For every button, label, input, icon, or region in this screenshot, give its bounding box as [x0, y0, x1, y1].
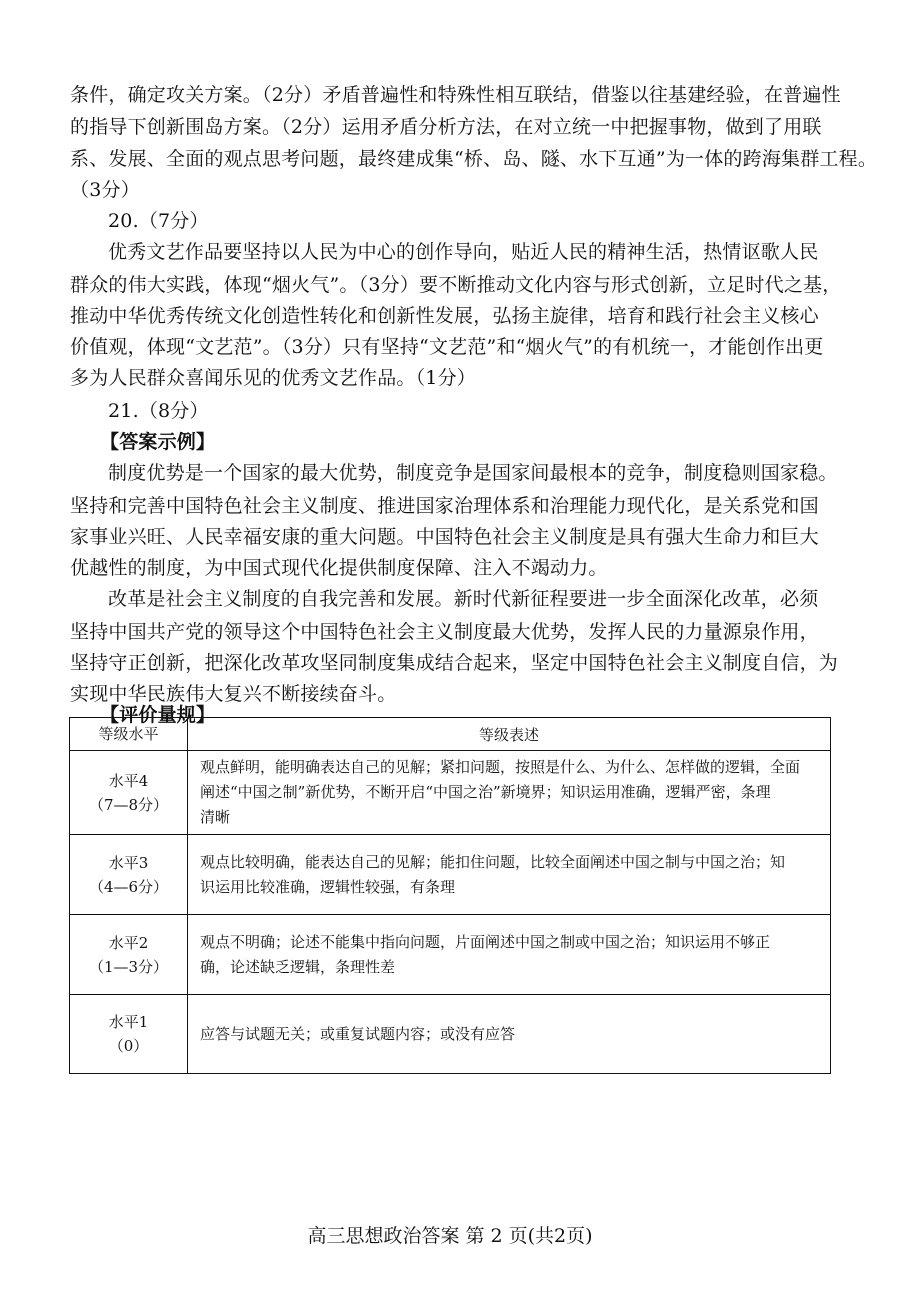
text-line: 坚持和完善中国特色社会主义制度、推进国家治理体系和治理能力现代化，是关系党和国 — [70, 495, 819, 517]
text-line: 多为人民群众喜闻乐见的优秀文艺作品。（1分） — [70, 367, 476, 389]
header-level: 等级水平 — [70, 718, 188, 751]
description-line: 确，论述缺乏逻辑，条理性差 — [200, 957, 396, 976]
level-range: （4—6分） — [88, 877, 169, 896]
level-name: 水平4 — [108, 771, 149, 790]
text-line: 坚持中国共产党的领导这个中国特色社会主义制度最大优势，发挥人民的力量源泉作用， — [70, 621, 819, 643]
text-line: 家事业兴旺、人民幸福安康的重大问题。中国特色社会主义制度是具有强大生命力和巨大 — [70, 526, 819, 548]
text-line: 推动中华优秀传统文化创造性转化和创新性发展，弘扬主旋律，培育和践行社会主义核心 — [70, 305, 819, 327]
table-row — [70, 835, 831, 915]
table-row — [70, 995, 831, 1074]
text-line: 系、发展、全面的观点思考问题，最终建成集“桥、岛、隧、水下互通”为一体的跨海集群工程。 — [70, 148, 878, 170]
rubric-heading: 【评价量规】 — [100, 704, 216, 726]
description-line: 清晰 — [200, 808, 231, 826]
text-line: 的指导下创新围岛方案。（2分）运用矛盾分析方法，在对立统一中把握事物，做到了用联 — [70, 116, 822, 138]
page-footer: 高三思想政治答案 第 2 页(共2页) — [307, 1225, 593, 1247]
level-name: 水平3 — [108, 853, 149, 872]
answer-example-heading: 【答案示例】 — [100, 431, 216, 453]
level-name: 水平2 — [108, 933, 149, 952]
text-line: 价值观，体现“文艺范”。（3分）只有坚持“文艺范”和“烟火气”的有机统一，才能创作出更 — [70, 336, 824, 358]
description-line: 应答与试题无关；或重复试题内容；或没有应答 — [200, 1024, 516, 1043]
question-number-21: 21.（8分） — [108, 400, 209, 422]
text-line: 实现中华民族伟大复兴不断接续奋斗。 — [70, 683, 397, 705]
text-line: 制度优势是一个国家的最大优势，制度竞争是国家间最根本的竞争，制度稳则国家稳。 — [108, 462, 838, 484]
level-range: （7—8分） — [88, 795, 169, 814]
header-description: 等级表述 — [188, 718, 831, 751]
level-cell — [70, 751, 188, 835]
description-line: 识运用比较准确，逻辑性较强，有条理 — [200, 877, 456, 896]
description-cell — [188, 835, 831, 915]
question-number-20: 20.（7分） — [108, 210, 209, 232]
level-range: （1—3分） — [88, 957, 169, 976]
evaluation-rubric-table — [69, 717, 831, 1074]
description-cell — [188, 915, 831, 995]
table-row — [70, 751, 831, 835]
description-line: 观点不明确；论述不能集中指向问题，片面阐述中国之制或中国之治；知识运用不够正 — [200, 932, 771, 951]
table-header-row — [70, 718, 831, 751]
description-line: 观点鲜明，能明确表达自己的见解；紧扣问题，按照是什么、为什么、怎样做的逻辑，全面 — [200, 758, 801, 776]
text-line: 条件，确定攻关方案。（2分）矛盾普遍性和特殊性相互联结，借鉴以往基建经验，在普遍性 — [70, 84, 841, 106]
table-row — [70, 915, 831, 995]
level-cell — [70, 835, 188, 915]
level-cell — [70, 915, 188, 995]
text-line: 群众的伟大实践，体现“烟火气”。（3分）要不断推动文化内容与形式创新，立足时代之基， — [70, 274, 842, 296]
level-cell — [70, 995, 188, 1074]
text-line: （3分） — [70, 179, 140, 201]
text-line: 优秀文艺作品要坚持以人民为中心的创作导向，贴近人民的精神生活，热情讴歌人民 — [108, 241, 819, 263]
text-line: 改革是社会主义制度的自我完善和发展。新时代新征程要进一步全面深化改革，必须 — [108, 588, 819, 610]
text-line: 坚持守正创新，把深化改革攻坚同制度集成结合起来，坚定中国特色社会主义制度自信，为 — [70, 652, 839, 674]
level-name: 水平1 — [108, 1013, 149, 1031]
description-cell — [188, 751, 831, 835]
level-range: （0） — [108, 1037, 149, 1055]
description-cell — [188, 995, 831, 1074]
description-line: 观点比较明确，能表达自己的见解；能扣住问题，比较全面阐述中国之制与中国之治；知 — [200, 852, 786, 871]
text-line: 优越性的制度，为中国式现代化提供制度保障、注入不竭动力。 — [70, 557, 608, 579]
description-line: 阐述“中国之制”新优势，不断开启“中国之治”新境界；知识运用准确，逻辑严密，条理 — [200, 783, 771, 801]
